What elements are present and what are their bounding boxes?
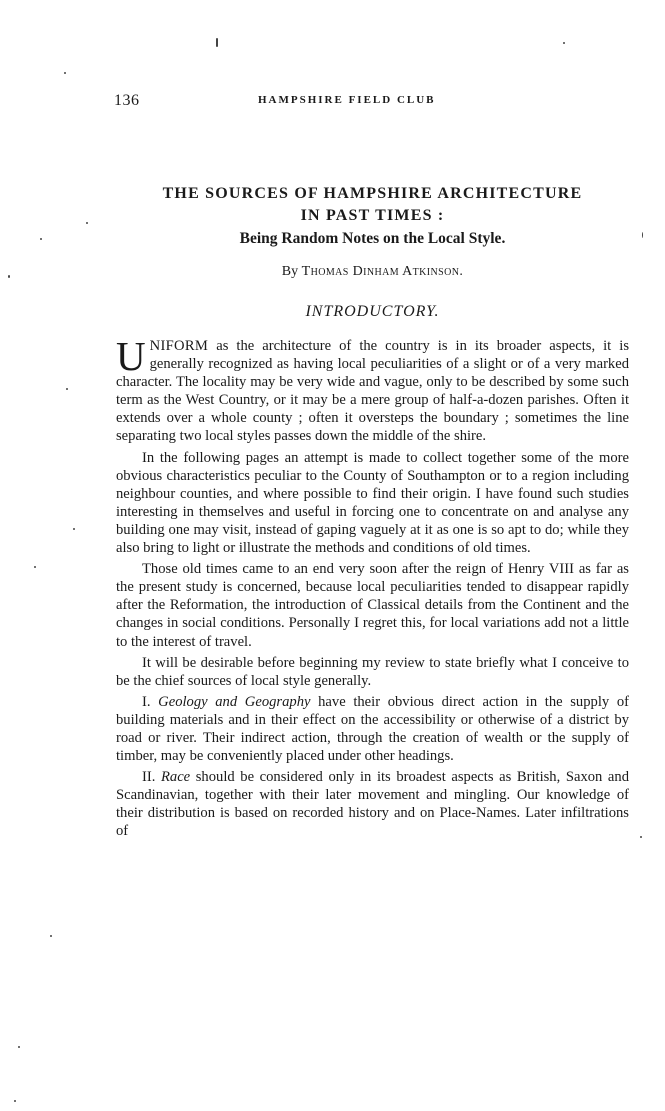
paragraph-3: Those old times came to an end very soon after the reign of Henry VIII as far as the present study is concerned, because local peculiarities tended to disappear rapidly after the Reformation, the introduction of Classical details from the Continent and the changes in social conditions. Personally I regret this, for local variations add not a little to the interest of travel. — [116, 561, 629, 650]
scan-speck — [34, 566, 36, 568]
paragraph-1 — [116, 333, 629, 446]
paragraph-6-heading: Race — [160, 769, 191, 786]
paragraph-5-heading: Geology and Geography — [158, 693, 311, 710]
scan-speck — [14, 1100, 16, 1102]
byline-prefix: By — [281, 264, 299, 279]
scan-speck — [40, 238, 42, 240]
scan-speck — [73, 528, 75, 530]
paragraph-5 — [116, 693, 629, 765]
scan-speck — [18, 1046, 20, 1048]
running-head — [114, 92, 489, 114]
scan-speck — [216, 38, 218, 47]
article-title-line-1: THE SOURCES OF HAMPSHIRE ARCHITECTURE — [162, 185, 583, 202]
scan-speck — [563, 42, 565, 44]
scan-speck — [8, 275, 10, 278]
scan-speck — [642, 232, 643, 238]
scan-speck — [640, 836, 642, 838]
paragraph-6 — [116, 768, 629, 840]
body-text — [116, 333, 630, 844]
scan-speck — [66, 388, 68, 390]
paragraph-2: In the following pages an attempt is made to collect together some of the more obvious characteristics peculiar to the County of Southampton or to a region including neighbour counties, and where possible to find their origin. I have found such studies interesting in themselves and useful in forcing one to concentrate on and analyse any building one may visit, instead of gaping vaguely at it as one is so apt to do; while they also bring to light or illustrate the methods and conditions of old times. — [116, 449, 629, 557]
paragraph-5-numeral: I. — [142, 693, 151, 710]
byline — [115, 263, 630, 281]
paragraph-6-numeral: II. — [142, 769, 156, 786]
article-title-line-2: IN PAST TIMES : — [300, 207, 445, 224]
article-subtitle: Being Random Notes on the Local Style. — [239, 230, 506, 247]
paragraph-1-first-word: NIFORM — [149, 338, 209, 354]
journal-title: HAMPSHIRE FIELD CLUB — [258, 94, 436, 106]
paragraph-5-text: have their obvious direct action in the supply of building materials and in their effect on the accessibility or otherwise of a district by road or river. Their indirect action, through the creation of wealth or the supply of timber, may be conveniently placed under other headings. — [116, 693, 629, 765]
paragraph-4: It will be desirable before beginning my review to state briefly what I conceive to be the chief sources of local style generally. — [116, 654, 629, 689]
scan-speck — [64, 72, 66, 74]
paragraph-1-text: as the architecture of the country is in its broader aspects, it is generally recognized as having local peculiarities of a slight or of a very marked character. The locality may be very wide and vague, only to be described by some such term as the West Country, or it may be a mere group of half-a-dozen parishes. Often it extends over a whole county ; often it oversteps the boundary ; sometimes the line separating two local styles passes down the middle of the shire. — [116, 338, 629, 445]
drop-cap: U — [116, 333, 146, 379]
paragraph-6-text: should be considered only in its broadest aspects as British, Saxon and Scandinavian, together with their later movement and mingling. Our knowledge of their distribution is based on recorded history and on Place-Names. Later infiltrations of — [116, 769, 630, 840]
section-heading: INTRODUCTORY. — [305, 303, 440, 320]
article-title-block — [115, 183, 630, 250]
scan-speck — [50, 935, 52, 937]
scan-speck — [86, 222, 88, 224]
page-number: 136 — [114, 92, 140, 109]
author-name: Thomas Dinham Atkinson. — [301, 264, 464, 279]
